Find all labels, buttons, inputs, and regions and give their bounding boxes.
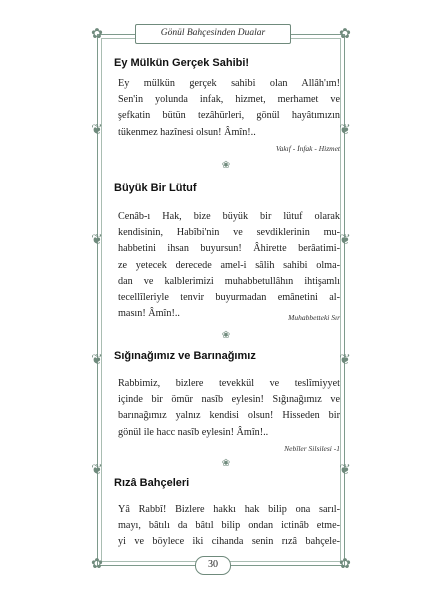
- section-body: [114, 76, 340, 141]
- section-title: Ey Mülkün Gerçek Sahibi!: [114, 57, 250, 69]
- text-line: ze yetecek derecede amel-i sâlih sahibi olma-: [118, 259, 340, 271]
- floral-side-icon: ❦: [339, 123, 351, 138]
- text-line: masın! Âmîn!..: [118, 308, 180, 320]
- floral-corner-icon: ✿: [339, 27, 351, 42]
- flower-ornament-icon: ❀: [221, 160, 231, 171]
- text-line: dan ve kalblerimizi muhabbetullâhın ihtişamlı: [118, 275, 340, 287]
- text-line: kendisinin, Habîbi'nin ve sevdiklerinin mu-: [118, 227, 340, 239]
- floral-side-icon: ❦: [339, 353, 351, 368]
- section-title: Sığınağımız ve Barınağımız: [114, 350, 256, 362]
- source-citation: Vakıf - İnfak - Hizmet: [275, 144, 340, 153]
- text-line: Ey mülkün gerçek sahibi olan Allâh'ım!: [118, 78, 340, 89]
- text-line: habbetini ihsan buyursun! Âhirette berâatimi-: [118, 243, 340, 255]
- text-line: tecellîleriyle tenvir buyurmadan emânetini al-: [118, 292, 340, 304]
- section-body: [114, 376, 340, 441]
- text-line: yi ve böylece iki cihanda senin rızâ bahçele-: [118, 536, 340, 548]
- text-line: gönül ile hacc nasîb eylesin! Âmîn!..: [118, 426, 269, 438]
- floral-side-icon: ❦: [91, 123, 103, 138]
- text-line: Yâ Rabbî! Bizlere hakkı hak bilip ona sarıl-: [118, 504, 340, 515]
- floral-corner-icon: ✿: [339, 557, 351, 572]
- source-citation: Muhabbetteki Sır: [288, 313, 340, 322]
- text-line: Cenâb-ı Hak, bize büyük bir lütuf olarak: [118, 211, 340, 222]
- text-line: mayı, bâtılı da bâtıl bilip ondan ictinâb etme-: [118, 520, 340, 532]
- section-body: [114, 209, 340, 322]
- section-title: Rızâ Bahçeleri: [114, 477, 190, 489]
- floral-side-icon: ❦: [91, 233, 103, 248]
- section-title: Büyük Bir Lütuf: [114, 182, 197, 194]
- section-body: [114, 502, 340, 551]
- floral-side-icon: ❦: [339, 463, 351, 478]
- text-line: Sen'in yolunda infak, hizmet, merhamet ve: [118, 94, 340, 106]
- page-number: 30: [195, 556, 231, 575]
- floral-side-icon: ❦: [91, 463, 103, 478]
- text-line: barınağımız yalnız kendisi olsun! Hisseden bir: [118, 410, 340, 422]
- source-citation: Nebîler Silsilesi -1: [284, 444, 340, 453]
- floral-corner-icon: ✿: [91, 557, 103, 572]
- floral-side-icon: ❦: [91, 353, 103, 368]
- flower-ornament-icon: ❀: [221, 330, 231, 341]
- text-line: içinde bir ömür nasîb eylesin! Sığınağımız ve: [118, 394, 340, 406]
- text-line: şefkatin bütün tezâhürleri, gönül hayâtımızın: [118, 110, 340, 122]
- floral-side-icon: ❦: [339, 233, 351, 248]
- text-line: tükenmez hazînesi olsun! Âmîn!..: [118, 126, 256, 138]
- floral-corner-icon: ✿: [91, 27, 103, 42]
- text-line: Rabbimiz, bizlere tevekkül ve teslîmiyyet: [118, 378, 340, 389]
- running-header: Gönül Bahçesinden Dualar: [135, 24, 291, 44]
- flower-ornament-icon: ❀: [221, 458, 231, 469]
